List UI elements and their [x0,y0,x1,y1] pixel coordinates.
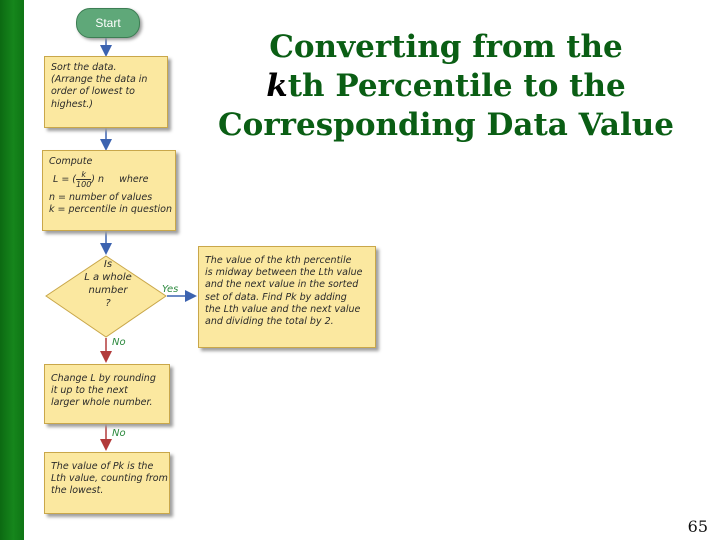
whole-line-2: is midway between the Lth value [205,267,363,279]
whole-line-1: The value of the kth percentile [205,255,352,266]
result-line-3: the lowest. [51,485,104,497]
decision-line-2: L a whole [84,272,132,283]
formula-where: where [119,174,149,186]
formula-denominator: 100 [76,180,92,190]
title-line-1: Converting from the [269,29,623,65]
sort-line-3: order of lowest to [51,86,135,98]
branch-no-label-2: No [112,428,126,439]
round-line-2: it up to the next [51,385,128,397]
whole-line-5: the Lth value and the next value [205,303,361,315]
decision-line-1: Is [103,259,113,270]
formula-n: n [98,174,105,186]
formula-lhs: L = [53,174,70,186]
sort-line-2: (Arrange the data in [51,74,148,86]
whole-line-6: and dividing the total by 2. [205,316,334,328]
branch-yes-label: Yes [162,284,179,295]
decision-line-4: ? [105,298,111,309]
compute-box [42,150,176,231]
start-terminal: Start [76,8,140,38]
round-line-1: Change L by rounding [51,373,156,384]
compute-formula: L = ( $\frac{k}{100}$ ) n where [53,170,149,190]
round-up-box [44,364,170,424]
whole-number-box [198,246,376,348]
whole-line-3: and the next value in the sorted [205,279,359,291]
compute-label: Compute [49,156,93,167]
round-line-3: larger whole number. [51,397,153,409]
formula-fraction [76,170,91,189]
compute-line-n: n = number of values [49,192,153,204]
result-line-1: The value of Pk is the [51,461,154,472]
title-line-2-rest: th Percentile to the [287,68,626,104]
page-number: 65 [687,517,708,536]
title-line-3: Corresponding Data Value [217,107,675,143]
whole-line-4: set of data. Find Pk by adding [205,291,347,303]
compute-line-k: k = percentile in question [49,204,172,216]
result-line-2: Lth value, counting from [51,473,168,485]
title-k: k [266,68,288,104]
formula-numerator: k [76,170,91,180]
sort-line-4: highest.) [51,98,93,110]
sort-line-1: Sort the data. [51,62,117,73]
decision-text [70,258,146,310]
result-box [44,452,170,514]
decision-line-3: number [88,285,128,296]
branch-no-label-1: No [112,337,126,348]
sort-box [44,56,168,128]
